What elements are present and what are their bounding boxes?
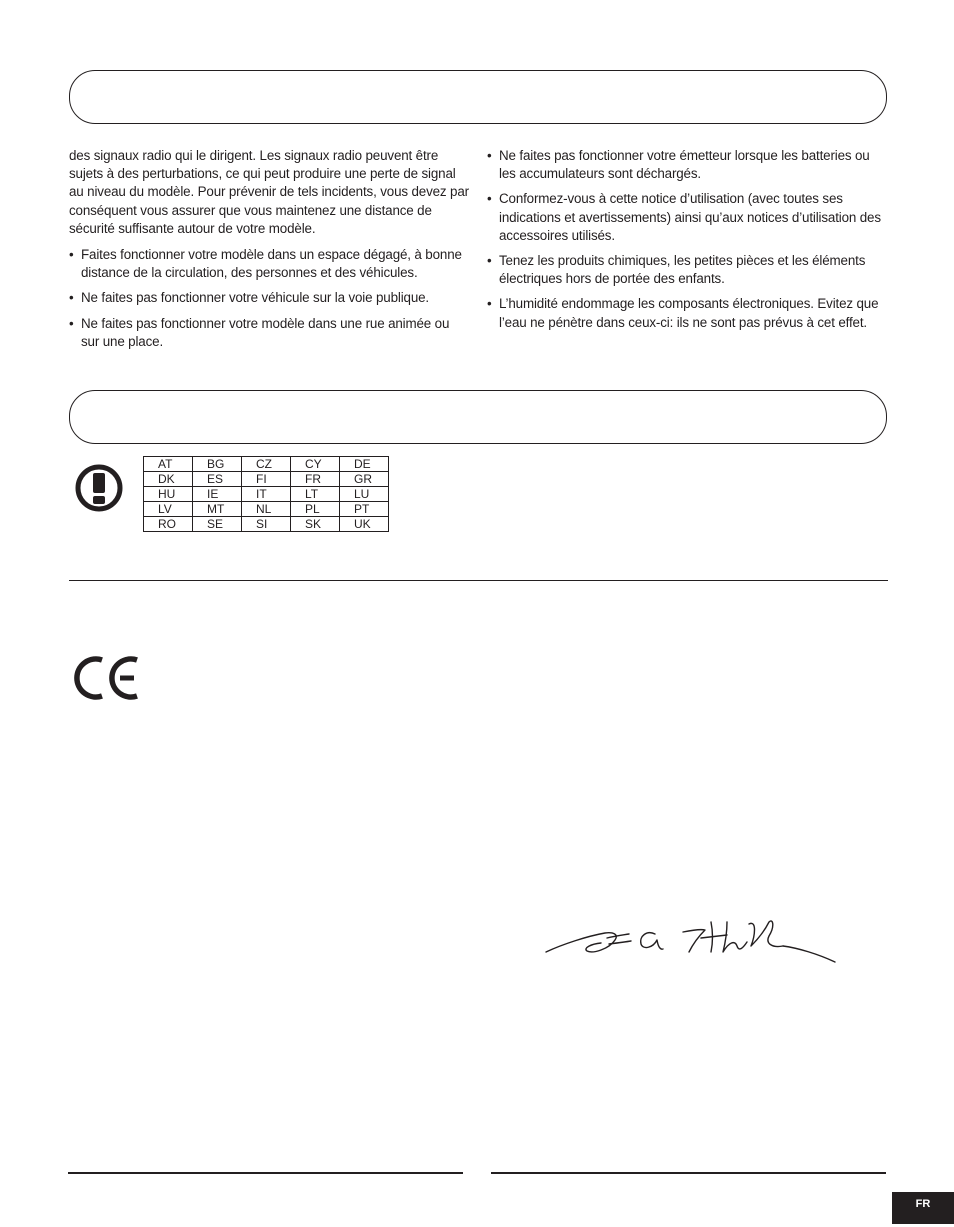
list-item: • Conformez-vous à cette notice d’utilisation (avec toutes ses indications et avertissements) ainsi qu’aux notices d’utilisation des accessoires utilisés.	[487, 190, 889, 245]
table-cell: AT	[144, 457, 193, 472]
table-cell: DE	[340, 457, 389, 472]
table-row	[144, 487, 389, 502]
list-item: • L’humidité endommage les composants électroniques. Evitez que l’eau ne pénètre dans ceux-ci: ils ne sont pas prévus à cet effet.	[487, 295, 889, 331]
table-cell: CY	[291, 457, 340, 472]
left-column	[69, 147, 469, 358]
section-header-box-2	[69, 390, 887, 444]
table-cell: NL	[242, 502, 291, 517]
section-divider	[69, 580, 888, 581]
right-bullet-list	[487, 147, 889, 332]
table-cell: SE	[193, 517, 242, 532]
table-cell: UK	[340, 517, 389, 532]
table-cell: IE	[193, 487, 242, 502]
section-header-box	[69, 70, 887, 124]
table-cell: PL	[291, 502, 340, 517]
table-cell: SK	[291, 517, 340, 532]
intro-paragraph: des signaux radio qui le dirigent. Les signaux radio peuvent être sujets à des perturbations, ce qui peut produire une perte de signal au niveau du modèle. Pour prévenir de tels incidents, vous devez par conséquent vous assurer que vous maintenez une distance de sécurité suffisante autour de votre modèle.	[69, 148, 469, 236]
list-item: • Tenez les produits chimiques, les petites pièces et les éléments électriques hors de portée des enfants.	[487, 252, 889, 288]
list-item: • Ne faites pas fonctionner votre modèle dans une rue animée ou sur une place.	[69, 315, 469, 351]
list-item: • Ne faites pas fonctionner votre véhicule sur la voie publique.	[69, 289, 469, 307]
table-cell: BG	[193, 457, 242, 472]
table-cell: SI	[242, 517, 291, 532]
table-row	[144, 472, 389, 487]
list-item: • Faites fonctionner votre modèle dans un espace dégagé, à bonne distance de la circulation, des personnes et des véhicules.	[69, 246, 469, 282]
exclamation-circle-icon	[75, 464, 123, 512]
footer-rule-right	[491, 1172, 886, 1174]
table-cell: GR	[340, 472, 389, 487]
table-cell: PT	[340, 502, 389, 517]
table-cell: DK	[144, 472, 193, 487]
ce-mark-icon	[74, 655, 140, 701]
table-cell: HU	[144, 487, 193, 502]
table-cell: IT	[242, 487, 291, 502]
table-cell: FI	[242, 472, 291, 487]
language-tab: FR	[892, 1192, 954, 1224]
table-cell: ES	[193, 472, 242, 487]
table-row	[144, 517, 389, 532]
table-cell: FR	[291, 472, 340, 487]
table-cell: LT	[291, 487, 340, 502]
table-cell: LV	[144, 502, 193, 517]
table-cell: RO	[144, 517, 193, 532]
right-column	[487, 147, 889, 339]
signature-image	[543, 916, 840, 968]
left-bullet-list	[69, 246, 469, 351]
country-table	[143, 456, 389, 532]
list-item: • Ne faites pas fonctionner votre émetteur lorsque les batteries ou les accumulateurs sont déchargés.	[487, 147, 889, 183]
table-cell: LU	[340, 487, 389, 502]
table-cell: MT	[193, 502, 242, 517]
table-row	[144, 457, 389, 472]
table-cell: CZ	[242, 457, 291, 472]
table-row	[144, 502, 389, 517]
footer-rule-left	[68, 1172, 463, 1174]
